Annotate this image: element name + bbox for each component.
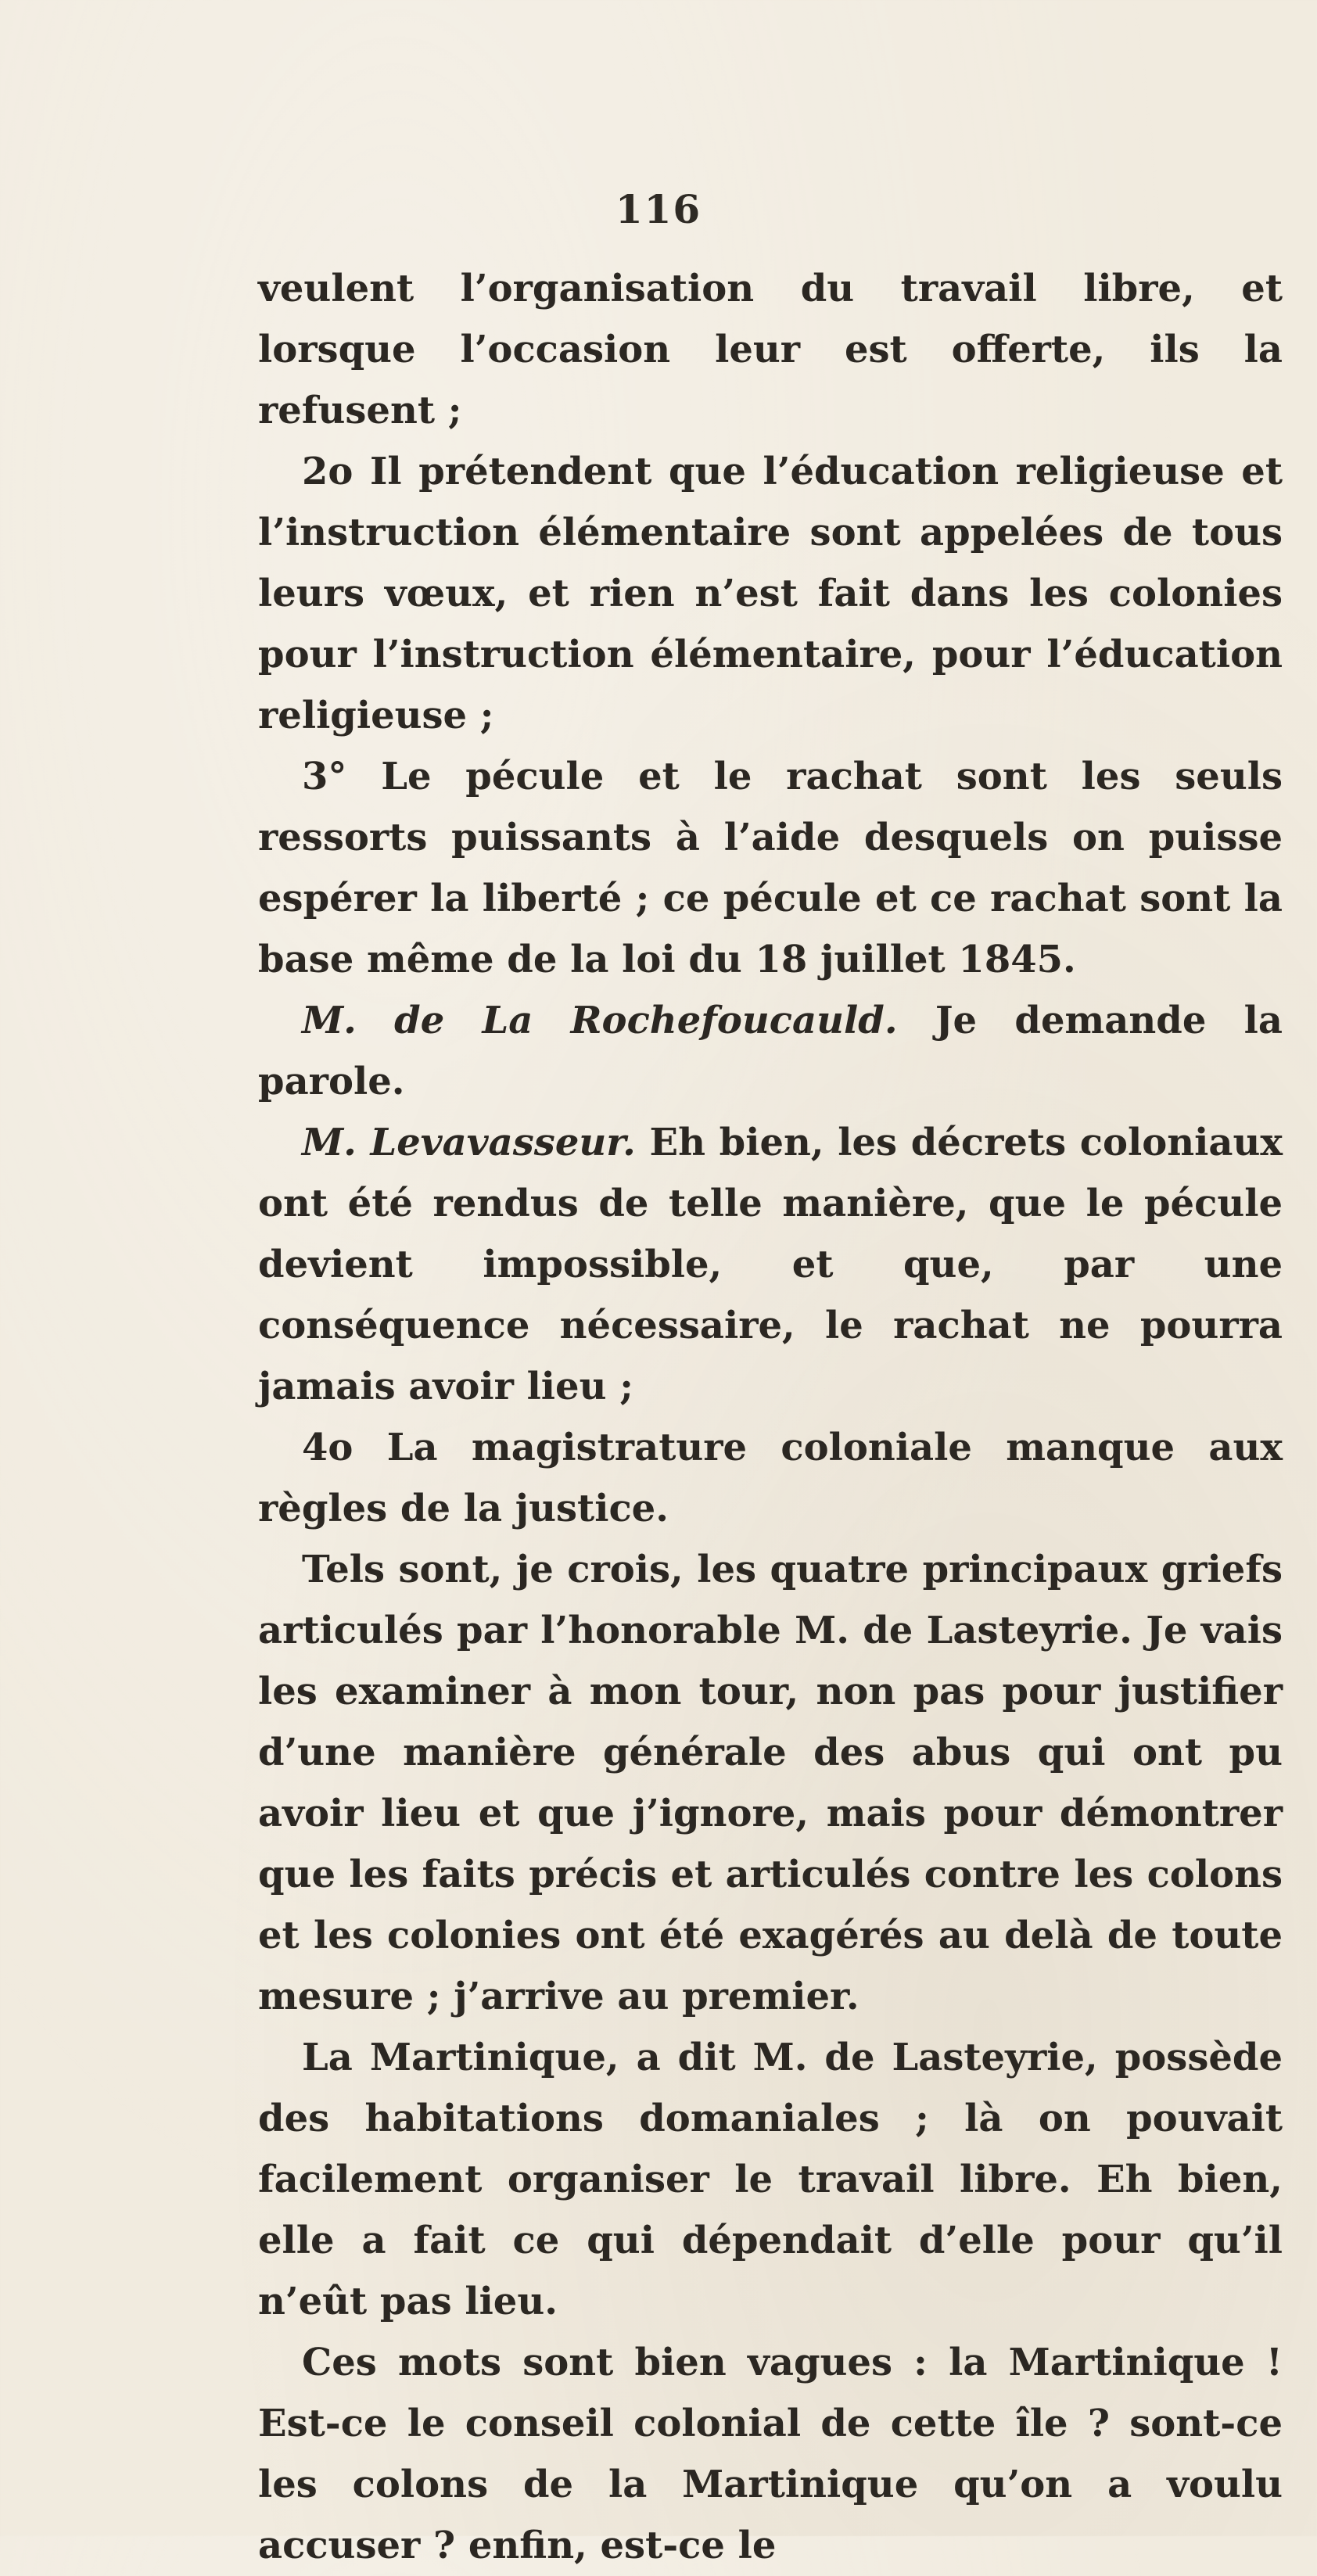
paragraph-text: 3° Le pécule et le rachat sont les seuls ressorts puissants à l’aide desquels on puisse espérer la liberté ; ce pécule et ce rachat sont la base même de la loi du 18 juillet 1845. bbox=[258, 755, 1283, 981]
paragraph-martinique bbox=[258, 2027, 1283, 2332]
paragraph-text: veulent l’organisation du travail libre, et lorsque l’occasion leur est offerte, ils la refusent ; bbox=[258, 267, 1283, 432]
paragraph-text: 2o Il prétendent que l’éducation religieuse et l’instruction élémentaire sont appelées de tous leurs vœux, et rien n’est fait dans les colonies pour l’instruction élémentaire, pour l’éducation religieuse ; bbox=[258, 450, 1283, 737]
paragraph-point-4 bbox=[258, 1417, 1283, 1539]
body-text bbox=[258, 258, 1283, 2576]
paragraph-continuation bbox=[258, 258, 1283, 441]
paragraph-questions bbox=[258, 2332, 1283, 2576]
paragraph-speech bbox=[258, 1112, 1283, 1417]
paragraph-text: Ces mots sont bien vagues : la Martinique ! Est-ce le conseil colonial de cette île ? sont-ce les colons de la Martinique qu’on a voulu accuser ? enfin, est-ce le bbox=[258, 2341, 1283, 2567]
paragraph-interjection bbox=[258, 990, 1283, 1112]
paragraph-text: La Martinique, a dit M. de Lasteyrie, possède des habitations domaniales ; là on pouvait facilement organiser le travail libre. Eh bien, elle a fait ce qui dépendait d’elle pour qu’il n’eût pas lieu. bbox=[258, 2036, 1283, 2323]
paragraph-text: Tels sont, je crois, les quatre principaux griefs articulés par l’honorable M. de Lasteyrie. Je vais les examiner à mon tour, non pas pour justifier d’une manière générale des abus qui ont pu avoir lieu et que j’ignore, mais pour démontrer que les faits précis et articulés contre les colons et les colonies ont été exagérés au delà de toute mesure ; j’arrive au premier. bbox=[258, 1548, 1283, 2018]
paragraph-text: 4o La magistrature coloniale manque aux règles de la justice. bbox=[258, 1426, 1283, 1530]
paragraph-point-2 bbox=[258, 441, 1283, 746]
page-number: 116 bbox=[615, 186, 702, 232]
speaker-name: M. de La Rochefoucauld. bbox=[302, 999, 898, 1042]
paragraph-text: Je demande la parole. bbox=[258, 999, 1283, 1103]
speaker-name: M. Levavasseur. bbox=[302, 1121, 636, 1164]
paragraph-griefs bbox=[258, 1539, 1283, 2027]
paragraph-point-3 bbox=[258, 746, 1283, 990]
paragraph-text: Eh bien, les décrets coloniaux ont été rendus de telle manière, que le pécule devient impossible, et que, par une conséquence nécessaire, le rachat ne pourra jamais avoir lieu ; bbox=[258, 1121, 1283, 1408]
